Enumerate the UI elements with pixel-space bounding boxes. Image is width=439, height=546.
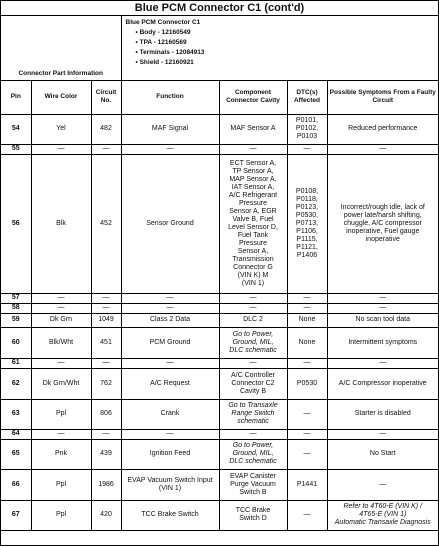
pin-cell: 62	[1, 368, 31, 399]
cavity-cell-line: —	[249, 145, 257, 152]
pin-cell: 57	[1, 293, 31, 303]
circuit-cell: —	[91, 144, 121, 154]
cavity-cell-line: —	[249, 359, 257, 366]
function-cell: MAF Signal	[121, 114, 219, 144]
wire-color-cell: Yel	[31, 114, 91, 144]
dtc-cell-line: P1121,	[296, 243, 318, 251]
symptoms-cell-line: No Start	[369, 450, 396, 457]
symptoms-cell	[327, 469, 438, 500]
cavity-cell-line: EVAP Canister	[229, 472, 277, 480]
symptoms-cell-line: —	[379, 480, 387, 488]
dtc-cell	[287, 154, 327, 293]
cavity-cell	[219, 429, 287, 439]
cavity-cell-line: Connector C2	[231, 379, 275, 387]
symptoms-cell-line: chuggle, A/C compressor	[343, 219, 422, 227]
header-circuit: Circuit No.	[91, 80, 121, 114]
table-row	[1, 144, 438, 154]
cavity-cell-line: IAT Sensor A,	[231, 183, 275, 191]
symptoms-cell	[327, 154, 438, 293]
dtc-cell	[287, 469, 327, 500]
wire-color-cell: Blk	[31, 154, 91, 293]
cavity-cell-line: (VIN 1)	[241, 279, 265, 287]
dtc-cell-line: P1106,	[296, 227, 318, 235]
function-cell: EVAP Vacuum Switch Input (VIN 1)	[121, 469, 219, 500]
cavity-cell-line: —	[249, 304, 257, 311]
cavity-cell-line: Pressure	[238, 199, 267, 207]
wire-color-cell: Ppl	[31, 500, 91, 530]
cavity-cell	[219, 500, 287, 530]
dtc-cell-line: —	[303, 359, 311, 366]
cavity-cell	[219, 439, 287, 469]
symptoms-cell	[327, 293, 438, 303]
function-cell: —	[121, 358, 219, 368]
dtc-cell	[287, 500, 327, 530]
cavity-cell-line: Sensor A, EGR	[229, 207, 277, 215]
symptoms-cell	[327, 429, 438, 439]
dtc-cell	[287, 293, 327, 303]
cavity-cell	[219, 114, 287, 144]
symptoms-cell-line: Intermittent symptoms	[348, 338, 418, 346]
cavity-cell	[219, 313, 287, 327]
dtc-cell	[287, 399, 327, 429]
symptoms-cell-line: inoperative, Fuel gauge	[346, 227, 420, 235]
cavity-cell	[219, 358, 287, 368]
cavity-cell-line: ECT Sensor A,	[229, 159, 277, 167]
cavity-cell-line: MAF Sensor A	[230, 125, 276, 132]
wire-color-cell: —	[31, 303, 91, 313]
header-dtc: DTC(s) Affected	[287, 80, 327, 114]
cavity-cell	[219, 303, 287, 313]
connector-part-list	[126, 28, 435, 68]
header-pin: Pin	[1, 80, 31, 114]
pin-cell: 61	[1, 358, 31, 368]
pin-cell: 55	[1, 144, 31, 154]
circuit-cell: 806	[91, 399, 121, 429]
header-symptoms: Possible Symptoms From a Faulty Circuit	[327, 80, 438, 114]
cavity-cell-line: Purge Vacuum	[230, 480, 276, 488]
table-row	[1, 429, 438, 439]
circuit-cell: 762	[91, 368, 121, 399]
symptoms-cell	[327, 399, 438, 429]
cavity-cell-line: Ground, MIL,	[232, 338, 274, 346]
circuit-cell: 482	[91, 114, 121, 144]
symptoms-cell	[327, 439, 438, 469]
table-row	[1, 154, 438, 293]
dtc-cell	[287, 303, 327, 313]
cavity-cell-line: DLC schematic	[229, 346, 277, 354]
pin-cell: 64	[1, 429, 31, 439]
dtc-cell-line: P0713,	[295, 219, 319, 227]
cavity-cell-line: Valve B, Fuel	[232, 215, 274, 223]
pin-cell: 67	[1, 500, 31, 530]
symptoms-cell-line: —	[379, 430, 387, 437]
symptoms-cell-line: A/C Compressor inoperative	[338, 379, 427, 387]
dtc-cell	[287, 439, 327, 469]
dtc-cell-line: —	[303, 304, 311, 311]
dtc-cell-line: P0108,	[295, 187, 319, 195]
wire-color-cell: —	[31, 429, 91, 439]
circuit-cell: 451	[91, 327, 121, 358]
symptoms-cell-line: Automatic Transaxle Diagnosis	[334, 519, 431, 526]
dtc-cell-line: P0530	[296, 379, 318, 387]
dtc-cell-line: P0103	[296, 133, 318, 140]
symptoms-cell-line: power late/harsh shifting,	[343, 211, 422, 219]
function-cell: —	[121, 293, 219, 303]
dtc-cell-line: None	[298, 338, 316, 346]
cavity-cell-line: Fuel Tank	[237, 231, 269, 239]
dtc-cell-line: P0123,	[295, 203, 319, 211]
dtc-cell-line: —	[303, 294, 311, 301]
cavity-cell-line: DLC schematic	[229, 458, 277, 465]
circuit-cell: 1986	[91, 469, 121, 500]
circuit-cell: —	[91, 429, 121, 439]
cavity-cell-line: Ground, MIL,	[232, 450, 274, 457]
symptoms-cell-line: —	[379, 359, 387, 366]
symptoms-cell	[327, 358, 438, 368]
pin-cell: 63	[1, 399, 31, 429]
symptoms-cell	[327, 114, 438, 144]
symptoms-cell-line: inoperative	[365, 235, 400, 243]
circuit-cell: 420	[91, 500, 121, 530]
dtc-cell	[287, 358, 327, 368]
wire-color-cell: Dk Grn/Wht	[31, 368, 91, 399]
dtc-cell-line: P0101,	[295, 117, 319, 124]
symptoms-cell-line: 4T65-E (VIN 1)	[359, 511, 407, 518]
table-row	[1, 114, 438, 144]
function-cell: PCM Ground	[121, 327, 219, 358]
pin-cell: 60	[1, 327, 31, 358]
cavity-cell-line: MAP Sensor A,	[229, 175, 277, 183]
cavity-cell-line: schematic	[237, 418, 269, 425]
dtc-cell	[287, 368, 327, 399]
cavity-cell	[219, 293, 287, 303]
connector-info	[121, 16, 438, 80]
page-title: Blue PCM Connector C1 (cont'd)	[1, 1, 438, 16]
table-row	[1, 293, 438, 303]
symptoms-cell-line: —	[379, 145, 387, 152]
circuit-cell: —	[91, 358, 121, 368]
cavity-cell-line: Connector G	[233, 263, 273, 271]
function-cell: TCC Brake Switch	[121, 500, 219, 530]
pin-cell: 66	[1, 469, 31, 500]
cavity-cell-line: TP Sensor A,	[232, 167, 274, 175]
cavity-cell	[219, 154, 287, 293]
function-cell: A/C Request	[121, 368, 219, 399]
cavity-cell-line: Switch B	[239, 488, 267, 496]
cavity-cell-line: Go to Power,	[232, 442, 274, 449]
cavity-cell	[219, 144, 287, 154]
part-item: • Body - 12160549	[136, 28, 435, 38]
function-cell: —	[121, 144, 219, 154]
wire-color-cell: Ppl	[31, 469, 91, 500]
pin-cell: 54	[1, 114, 31, 144]
cavity-cell	[219, 368, 287, 399]
symptoms-cell-line: Starter is disabled	[354, 410, 411, 417]
dtc-cell-line: —	[303, 511, 311, 518]
symptoms-cell	[327, 303, 438, 313]
dtc-cell-line: —	[303, 430, 311, 437]
table-row	[1, 313, 438, 327]
symptoms-cell-line: —	[379, 294, 387, 301]
header-function: Function	[121, 80, 219, 114]
wire-color-cell: —	[31, 144, 91, 154]
dtc-cell-line: —	[303, 145, 311, 152]
cavity-cell-line: DLC 2	[243, 316, 263, 323]
symptoms-cell	[327, 313, 438, 327]
symptoms-cell-line: Reduced performance	[348, 125, 418, 132]
cavity-cell-line: Go to Power,	[232, 330, 274, 338]
cavity-cell	[219, 327, 287, 358]
symptoms-cell-line: Incorrect/rough idle, lack of	[340, 203, 425, 211]
pin-cell: 59	[1, 313, 31, 327]
header-wire-color: Wire Color	[31, 80, 91, 114]
part-item: • Shield - 12160921	[136, 58, 435, 68]
symptoms-cell-line: No scan tool data	[355, 316, 410, 323]
cavity-cell-line: Range Switch	[231, 410, 275, 417]
function-cell: Sensor Ground	[121, 154, 219, 293]
wire-color-cell: —	[31, 358, 91, 368]
dtc-cell-line: None	[298, 316, 316, 323]
symptoms-cell	[327, 500, 438, 530]
symptoms-cell-line: Refer to 4T60-E (VIN K) /	[343, 503, 423, 510]
circuit-cell: —	[91, 303, 121, 313]
circuit-cell: 1049	[91, 313, 121, 327]
cavity-cell-line: Level Sensor D,	[228, 223, 278, 231]
wire-color-cell: —	[31, 293, 91, 303]
dtc-cell-line: P1115,	[296, 235, 318, 243]
circuit-cell: —	[91, 293, 121, 303]
table-row	[1, 303, 438, 313]
function-cell: Class 2 Data	[121, 313, 219, 327]
dtc-cell-line: P0530,	[295, 211, 319, 219]
table-row	[1, 368, 438, 399]
pin-cell: 58	[1, 303, 31, 313]
cavity-cell	[219, 399, 287, 429]
cavity-cell-line: Cavity B	[239, 387, 267, 395]
dtc-cell-line: —	[303, 450, 311, 457]
function-cell: Ignition Feed	[121, 439, 219, 469]
connector-info-label: Connector Part Information	[1, 16, 121, 80]
function-cell: —	[121, 429, 219, 439]
dtc-cell-line: —	[303, 410, 311, 417]
part-item: • Terminals - 12084913	[136, 48, 435, 58]
cavity-cell-line: A/C Controller	[231, 371, 275, 379]
cavity-cell-line: —	[249, 294, 257, 301]
symptoms-cell-line: —	[379, 304, 387, 311]
cavity-cell-line: —	[249, 430, 257, 437]
dtc-cell	[287, 114, 327, 144]
function-cell: Crank	[121, 399, 219, 429]
cavity-cell-line: A/C Refrigerant	[228, 191, 278, 199]
cavity-cell	[219, 469, 287, 500]
column-header-row	[1, 80, 438, 114]
table-row	[1, 469, 438, 500]
connector-info-heading: Blue PCM Connector C1	[125, 19, 201, 26]
cavity-cell-line: Transmission	[232, 255, 274, 263]
dtc-cell	[287, 313, 327, 327]
wire-color-cell: Blk/Wht	[31, 327, 91, 358]
cavity-cell-line: Go to Transaxle	[228, 402, 278, 409]
dtc-cell-line: P1441	[296, 480, 318, 488]
wire-color-cell: Ppl	[31, 399, 91, 429]
cavity-cell-line: Sensor A,	[237, 247, 269, 255]
cavity-cell-line: Switch D	[239, 515, 267, 522]
dtc-cell	[287, 327, 327, 358]
table-row	[1, 399, 438, 429]
wire-color-cell: Pnk	[31, 439, 91, 469]
symptoms-cell	[327, 327, 438, 358]
table-row	[1, 439, 438, 469]
table-row	[1, 327, 438, 358]
symptoms-cell	[327, 144, 438, 154]
table-row	[1, 358, 438, 368]
dtc-cell	[287, 144, 327, 154]
wire-color-cell: Dk Grn	[31, 313, 91, 327]
dtc-cell-line: P1406	[296, 251, 318, 259]
dtc-cell	[287, 429, 327, 439]
pin-cell: 56	[1, 154, 31, 293]
circuit-cell: 452	[91, 154, 121, 293]
circuit-cell: 439	[91, 439, 121, 469]
cavity-cell-line: TCC Brake	[235, 507, 271, 514]
dtc-cell-line: P0118,	[296, 195, 318, 203]
cavity-cell-line: Pressure	[238, 239, 267, 247]
connector-info-row	[1, 16, 438, 80]
part-item: • TPA - 12160569	[136, 38, 435, 48]
function-cell: —	[121, 303, 219, 313]
dtc-cell-line: P0102,	[295, 125, 319, 132]
symptoms-cell	[327, 368, 438, 399]
cavity-cell-line: (VIN K) M	[237, 271, 269, 279]
pinout-table	[1, 16, 438, 531]
header-cavity: Component Connector Cavity	[219, 80, 287, 114]
table-row	[1, 500, 438, 530]
pin-cell: 65	[1, 439, 31, 469]
